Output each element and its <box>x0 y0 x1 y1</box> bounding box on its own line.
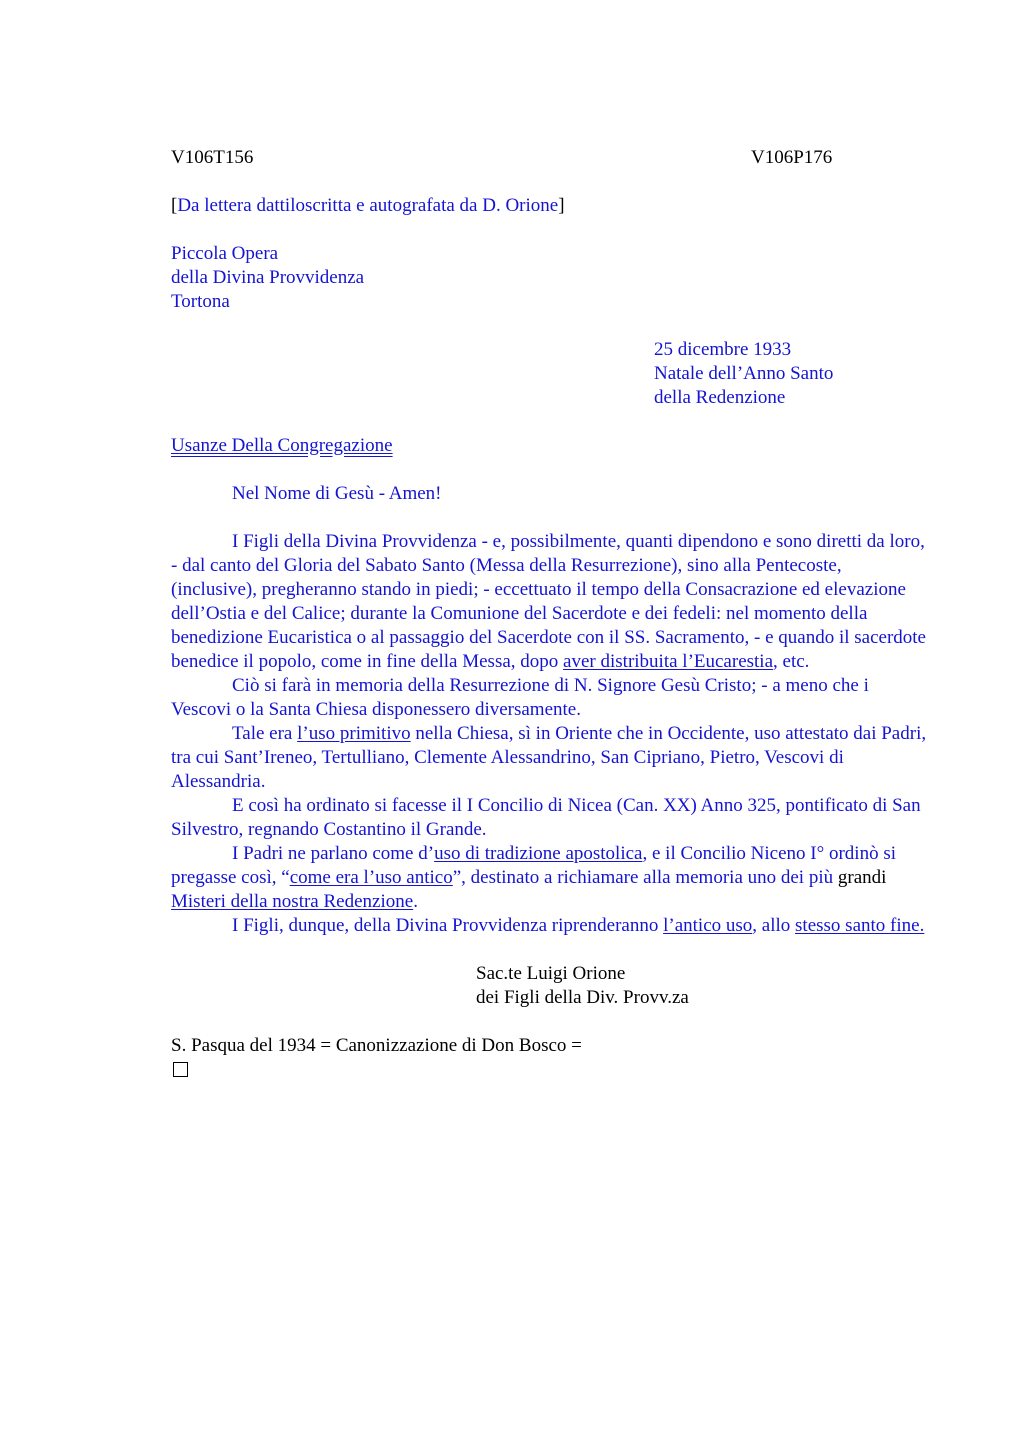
paragraph-text: , allo <box>752 915 796 936</box>
date-line: Natale dell’Anno Santo <box>654 363 834 384</box>
paragraph-text: ”, destinato a richiamare alla memoria uno dei più <box>452 867 838 888</box>
bracket-open: [ <box>171 195 178 216</box>
signature-line: Sac.te Luigi Orione <box>476 963 626 984</box>
underlined-phrase: stesso santo fine. <box>795 915 925 936</box>
paragraph-text: , etc. <box>773 651 810 672</box>
bracket-close: ] <box>558 195 565 216</box>
paragraph-text: I Padri ne parlano come d’ <box>232 843 435 864</box>
right-code: V106P176 <box>751 147 833 168</box>
underlined-phrase: come era l’uso antico <box>289 867 453 888</box>
signature-line: dei Figli della Div. Provv.za <box>476 987 689 1008</box>
paragraph: E così ha ordinato si facesse il I Concilio di Nicea (Can. XX) Anno 325, pontificato di San Silvestro, regnando Costantino il Grande. <box>171 795 921 840</box>
date-block <box>654 338 931 410</box>
sender-block <box>171 242 931 314</box>
paragraph-text: I Figli della Divina Provvidenza - e, possibilmente, quanti dipendono e sono diretti da loro, - dal canto del Gloria del Sabato Santo (Messa della Resurrezione), sino alla Pentecoste, (inclusive), pregheranno stando in piedi; - eccettuato il tempo della Consacrazione ed elevazione dell’Ostia e del Calice; durante la Comunione del Sacerdote e dei fedeli: nel momento della benedizione Eucaristica o al passaggio del Sacerdote con il SS. Sacramento, - e quando il sacerdote benedice il popolo, come in fine della Messa, dopo <box>171 531 926 672</box>
sender-line: Piccola Opera <box>171 243 279 264</box>
underlined-phrase: l’antico uso <box>663 915 753 936</box>
footer-note: S. Pasqua del 1934 = Canonizzazione di Don Bosco = <box>171 1035 582 1056</box>
paragraph-text: I Figli, dunque, della Divina Provvidenza riprenderanno <box>232 915 664 936</box>
letter-title: Usanze Della Congregazione <box>171 435 393 456</box>
underlined-phrase: uso di tradizione apostolica <box>434 843 643 864</box>
sender-line: della Divina Provvidenza <box>171 267 365 288</box>
paragraph-text: Tale era <box>232 723 298 744</box>
document-header <box>171 146 931 170</box>
paragraph <box>171 914 931 938</box>
paragraph-text: nella Chiesa, sì in Oriente che in Occidente, uso attestato dai Padri, tra cui Sant’Ireneo, Tertulliano, Clemente Alessandrino, San Cipriano, Pietro, Vescovi di Alessandria. <box>171 723 927 792</box>
sender-line: Tortona <box>171 291 230 312</box>
left-code: V106T156 <box>171 147 254 168</box>
invocation: Nel Nome di Gesù - Amen! <box>232 483 442 504</box>
handwritten-word: grandi <box>837 867 887 888</box>
paragraph: Ciò si farà in memoria della Resurrezione di N. Signore Gesù Cristo; - a meno che i Vescovi o la Santa Chiesa disponessero diversamente. <box>171 675 869 720</box>
letter-page <box>171 146 931 1084</box>
letter-body <box>171 530 931 938</box>
paragraph-text: , e il Concilio Niceno I° ordinò si pregasse così, “ <box>171 843 896 888</box>
paragraph-text: . <box>413 891 418 912</box>
source-note-text: Da lettera dattiloscritta e autografata da D. Orione <box>177 195 559 216</box>
checkbox-square-icon <box>173 1062 188 1077</box>
paragraph <box>171 842 931 914</box>
date-line: della Redenzione <box>654 387 786 408</box>
signature-block <box>476 962 931 1010</box>
underlined-phrase: l’uso primitivo <box>297 723 411 744</box>
paragraph <box>171 722 931 794</box>
date-line: 25 dicembre 1933 <box>654 339 792 360</box>
source-note <box>171 194 931 218</box>
underlined-phrase: aver distribuita l’Eucarestia <box>563 651 774 672</box>
underlined-phrase: Misteri della nostra Redenzione <box>171 891 414 912</box>
paragraph <box>171 530 931 674</box>
